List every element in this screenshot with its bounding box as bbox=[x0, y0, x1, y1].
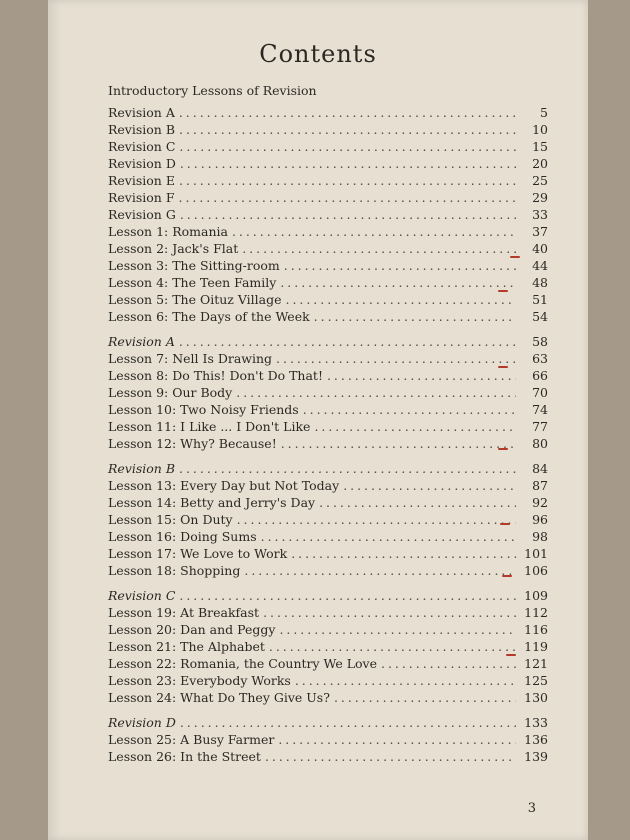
dot-leader bbox=[261, 528, 516, 545]
dot-leader bbox=[327, 367, 516, 384]
dot-leader bbox=[286, 291, 516, 308]
pen-mark bbox=[506, 654, 516, 656]
toc-entry bbox=[108, 155, 548, 172]
toc-entry bbox=[108, 350, 548, 367]
entry-page-number: 66 bbox=[532, 368, 548, 383]
entry-title: Lesson 8: Do This! Don't Do That! bbox=[108, 368, 323, 383]
entry-title: Lesson 18: Shopping bbox=[108, 563, 241, 578]
entry-page-number: 51 bbox=[532, 292, 548, 307]
toc-entry bbox=[108, 138, 548, 155]
dot-leader bbox=[265, 748, 516, 765]
page-number: 3 bbox=[527, 801, 536, 816]
dot-leader bbox=[242, 240, 516, 257]
entry-page-number: 109 bbox=[524, 588, 548, 603]
entry-title: Revision A bbox=[108, 334, 175, 349]
entry-page-number: 98 bbox=[532, 529, 548, 544]
dot-leader bbox=[303, 401, 516, 418]
toc-entry bbox=[108, 189, 548, 206]
entry-page-number: 119 bbox=[524, 639, 548, 654]
entry-page-number: 136 bbox=[524, 732, 548, 747]
toc-entry bbox=[108, 172, 548, 189]
entry-page-number: 40 bbox=[532, 241, 548, 256]
book-page bbox=[48, 0, 588, 840]
dot-leader bbox=[343, 477, 516, 494]
toc-entry bbox=[108, 384, 548, 401]
toc-entry bbox=[108, 477, 548, 494]
toc-entry bbox=[108, 121, 548, 138]
entry-title: Lesson 24: What Do They Give Us? bbox=[108, 690, 330, 705]
entry-title: Revision C bbox=[108, 588, 176, 603]
page-title: Contents bbox=[259, 40, 377, 68]
dot-leader bbox=[179, 189, 516, 206]
entry-page-number: 37 bbox=[532, 224, 548, 239]
dot-leader bbox=[314, 418, 516, 435]
entry-page-number: 54 bbox=[532, 309, 548, 324]
toc-revision-entry bbox=[108, 714, 548, 731]
dot-leader bbox=[179, 333, 516, 350]
toc-entry bbox=[108, 545, 548, 562]
toc-entry bbox=[108, 206, 548, 223]
entry-page-number: 130 bbox=[524, 690, 548, 705]
dot-leader bbox=[279, 621, 516, 638]
entry-title: Lesson 25: A Busy Farmer bbox=[108, 732, 275, 747]
entry-page-number: 87 bbox=[532, 478, 548, 493]
dot-leader bbox=[180, 206, 516, 223]
dot-leader bbox=[276, 350, 516, 367]
dot-leader bbox=[236, 384, 516, 401]
toc-entry bbox=[108, 291, 548, 308]
entry-page-number: 92 bbox=[532, 495, 548, 510]
dot-leader bbox=[180, 714, 516, 731]
dot-leader bbox=[334, 689, 516, 706]
dot-leader bbox=[179, 104, 516, 121]
toc-entry bbox=[108, 367, 548, 384]
dot-leader bbox=[381, 655, 516, 672]
pen-mark bbox=[500, 523, 510, 525]
entry-page-number: 112 bbox=[524, 605, 548, 620]
toc-entry bbox=[108, 240, 548, 257]
entry-title: Lesson 19: At Breakfast bbox=[108, 605, 260, 620]
toc-entry bbox=[108, 621, 548, 638]
entry-title: Lesson 2: Jack's Flat bbox=[108, 241, 239, 256]
entry-page-number: 63 bbox=[532, 351, 548, 366]
toc-entry bbox=[108, 435, 548, 452]
entry-title: Lesson 4: The Teen Family bbox=[108, 275, 277, 290]
entry-page-number: 33 bbox=[532, 207, 548, 222]
entry-page-number: 48 bbox=[532, 275, 548, 290]
dot-leader bbox=[291, 545, 516, 562]
toc-entry bbox=[108, 638, 548, 655]
entry-title: Lesson 22: Romania, the Country We Love bbox=[108, 656, 378, 671]
dot-leader bbox=[232, 223, 516, 240]
entry-title: Lesson 23: Everybody Works bbox=[108, 673, 291, 688]
toc-entry bbox=[108, 731, 548, 748]
entry-title: Lesson 13: Every Day but Not Today bbox=[108, 478, 340, 493]
toc-entry bbox=[108, 274, 548, 291]
entry-title: Lesson 7: Nell Is Drawing bbox=[108, 351, 273, 366]
toc-entry bbox=[108, 672, 548, 689]
entry-title: Lesson 10: Two Noisy Friends bbox=[108, 402, 299, 417]
table-of-contents bbox=[108, 80, 548, 765]
dot-leader bbox=[278, 731, 516, 748]
entry-page-number: 133 bbox=[524, 715, 548, 730]
entry-page-number: 96 bbox=[532, 512, 548, 527]
section-heading: Introductory Lessons of Revision bbox=[108, 83, 317, 98]
toc-revision-entry bbox=[108, 333, 548, 350]
entry-title: Lesson 12: Why? Because! bbox=[108, 436, 277, 451]
toc-entry bbox=[108, 401, 548, 418]
entry-page-number: 70 bbox=[532, 385, 548, 400]
toc-entry bbox=[108, 655, 548, 672]
dot-leader bbox=[179, 587, 516, 604]
entry-page-number: 15 bbox=[532, 139, 548, 154]
toc-entry bbox=[108, 494, 548, 511]
entry-page-number: 25 bbox=[532, 173, 548, 188]
dot-leader bbox=[237, 511, 516, 528]
entry-page-number: 84 bbox=[532, 461, 548, 476]
dot-leader bbox=[295, 672, 516, 689]
toc-entry bbox=[108, 562, 548, 579]
toc-entry bbox=[108, 223, 548, 240]
entry-title: Revision D bbox=[108, 715, 176, 730]
dot-leader bbox=[281, 435, 516, 452]
entry-page-number: 77 bbox=[532, 419, 548, 434]
pen-mark bbox=[498, 290, 508, 292]
entry-title: Revision B bbox=[108, 122, 176, 137]
dot-leader bbox=[179, 121, 516, 138]
dot-leader bbox=[179, 460, 516, 477]
toc-revision-entry bbox=[108, 460, 548, 477]
entry-title: Lesson 21: The Alphabet bbox=[108, 639, 265, 654]
dot-leader bbox=[263, 604, 516, 621]
entry-page-number: 20 bbox=[532, 156, 548, 171]
toc-entry bbox=[108, 748, 548, 765]
entry-page-number: 139 bbox=[524, 749, 548, 764]
pen-mark bbox=[498, 448, 508, 450]
entry-page-number: 80 bbox=[532, 436, 548, 451]
dot-leader bbox=[180, 155, 516, 172]
entry-title: Lesson 17: We Love to Work bbox=[108, 546, 288, 561]
dot-leader bbox=[314, 308, 516, 325]
toc-entry bbox=[108, 418, 548, 435]
entry-title: Lesson 5: The Oituz Village bbox=[108, 292, 282, 307]
entry-title: Lesson 1: Romania bbox=[108, 224, 228, 239]
entry-title: Lesson 20: Dan and Peggy bbox=[108, 622, 276, 637]
entry-page-number: 5 bbox=[540, 105, 548, 120]
dot-leader bbox=[280, 274, 516, 291]
entry-page-number: 10 bbox=[532, 122, 548, 137]
entry-page-number: 106 bbox=[524, 563, 548, 578]
entry-page-number: 58 bbox=[532, 334, 548, 349]
toc-entry bbox=[108, 689, 548, 706]
pen-mark bbox=[498, 366, 508, 368]
entry-page-number: 116 bbox=[524, 622, 548, 637]
dot-leader bbox=[284, 257, 516, 274]
dot-leader bbox=[179, 172, 516, 189]
toc-entry bbox=[108, 257, 548, 274]
entry-page-number: 74 bbox=[532, 402, 548, 417]
toc-entry bbox=[108, 308, 548, 325]
entry-title: Revision C bbox=[108, 139, 176, 154]
entry-title: Lesson 3: The Sitting-room bbox=[108, 258, 280, 273]
dot-leader bbox=[269, 638, 516, 655]
entry-title: Revision D bbox=[108, 156, 176, 171]
toc-entry bbox=[108, 104, 548, 121]
entry-title: Revision G bbox=[108, 207, 176, 222]
entry-title: Revision F bbox=[108, 190, 175, 205]
entry-title: Lesson 6: The Days of the Week bbox=[108, 309, 310, 324]
toc-revision-entry bbox=[108, 587, 548, 604]
toc-entry bbox=[108, 604, 548, 621]
entry-page-number: 29 bbox=[532, 190, 548, 205]
entry-title: Lesson 26: In the Street bbox=[108, 749, 261, 764]
entry-title: Lesson 14: Betty and Jerry's Day bbox=[108, 495, 316, 510]
pen-mark bbox=[502, 575, 512, 577]
dot-leader bbox=[319, 494, 516, 511]
entry-title: Lesson 9: Our Body bbox=[108, 385, 233, 400]
pen-mark bbox=[510, 256, 520, 258]
entry-page-number: 125 bbox=[524, 673, 548, 688]
entry-page-number: 44 bbox=[532, 258, 548, 273]
entry-title: Lesson 15: On Duty bbox=[108, 512, 233, 527]
entry-page-number: 121 bbox=[524, 656, 548, 671]
entry-title: Revision E bbox=[108, 173, 175, 188]
dot-leader bbox=[179, 138, 516, 155]
entry-title: Lesson 11: I Like ... I Don't Like bbox=[108, 419, 311, 434]
toc-list bbox=[108, 104, 548, 765]
toc-entry bbox=[108, 511, 548, 528]
entry-title: Revision A bbox=[108, 105, 175, 120]
entry-page-number: 101 bbox=[524, 546, 548, 561]
entry-title: Lesson 16: Doing Sums bbox=[108, 529, 257, 544]
entry-title: Revision B bbox=[108, 461, 176, 476]
dot-leader bbox=[244, 562, 516, 579]
toc-entry bbox=[108, 528, 548, 545]
